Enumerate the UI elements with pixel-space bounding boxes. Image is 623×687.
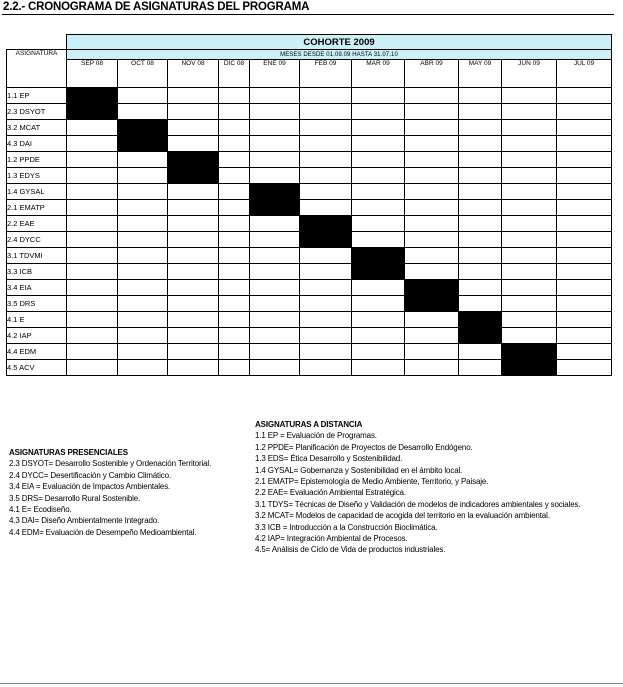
empty-cell bbox=[557, 136, 612, 152]
scheduled-block bbox=[250, 200, 300, 216]
distancia-item: 4.5= Análisis de Ciclo de Vida de productos industriales. bbox=[255, 545, 446, 555]
blank-corner bbox=[7, 35, 67, 50]
empty-cell bbox=[502, 152, 557, 168]
empty-cell bbox=[557, 360, 612, 376]
empty-cell bbox=[219, 120, 250, 136]
empty-cell bbox=[168, 328, 219, 344]
scheduled-block bbox=[118, 136, 168, 152]
empty-cell bbox=[118, 248, 168, 264]
empty-cell bbox=[300, 184, 352, 200]
scheduled-block bbox=[405, 280, 459, 296]
empty-cell bbox=[168, 248, 219, 264]
empty-cell bbox=[557, 120, 612, 136]
empty-cell bbox=[405, 328, 459, 344]
empty-cell bbox=[118, 104, 168, 120]
empty-cell bbox=[300, 328, 352, 344]
empty-cell bbox=[219, 280, 250, 296]
empty-cell bbox=[502, 248, 557, 264]
empty-cell bbox=[557, 232, 612, 248]
empty-cell bbox=[459, 104, 502, 120]
empty-cell bbox=[405, 344, 459, 360]
scheduled-block bbox=[352, 248, 405, 264]
schedule-row bbox=[7, 264, 612, 280]
empty-cell bbox=[168, 104, 219, 120]
empty-cell bbox=[67, 168, 118, 184]
empty-cell bbox=[168, 232, 219, 248]
empty-cell bbox=[118, 168, 168, 184]
distancia-item: 1.3 EDS= Ética Desarrollo y Sostenibilidad. bbox=[255, 454, 403, 464]
distancia-item: 2.2 EAE= Evaluación Ambiental Estratégica. bbox=[255, 488, 406, 498]
subject-code: 1.2 PPDE bbox=[7, 152, 67, 168]
empty-cell bbox=[557, 312, 612, 328]
subject-code: 3.2 MCAT bbox=[7, 120, 67, 136]
presenciales-item: 2.3 DSYOT= Desarrollo Sostenible y Ordenación Territorial. bbox=[9, 459, 212, 469]
scheduled-block bbox=[352, 264, 405, 280]
schedule-row bbox=[7, 296, 612, 312]
empty-cell bbox=[557, 280, 612, 296]
empty-cell bbox=[219, 264, 250, 280]
empty-cell bbox=[459, 120, 502, 136]
empty-cell bbox=[405, 264, 459, 280]
empty-cell bbox=[219, 136, 250, 152]
empty-cell bbox=[118, 184, 168, 200]
presenciales-item: 3.5 DRS= Desarrollo Rural Sostenible. bbox=[9, 493, 141, 503]
month-header: OCT 08 bbox=[118, 60, 168, 88]
empty-cell bbox=[219, 248, 250, 264]
empty-cell bbox=[168, 360, 219, 376]
schedule-row bbox=[7, 200, 612, 216]
months-range-header: MESES DESDE 01.09.09 HASTA 31.07.10 bbox=[67, 50, 612, 60]
subject-code: 3.3 ICB bbox=[7, 264, 67, 280]
subject-code: 2.2 EAE bbox=[7, 216, 67, 232]
empty-cell bbox=[168, 296, 219, 312]
empty-cell bbox=[502, 104, 557, 120]
distancia-legend bbox=[255, 419, 585, 556]
subject-code: 4.1 E bbox=[7, 312, 67, 328]
empty-cell bbox=[118, 216, 168, 232]
empty-cell bbox=[557, 184, 612, 200]
subject-code: 1.4 GYSAL bbox=[7, 184, 67, 200]
presenciales-legend bbox=[9, 447, 244, 538]
schedule-row bbox=[7, 152, 612, 168]
empty-cell bbox=[352, 344, 405, 360]
schedule-row bbox=[7, 120, 612, 136]
empty-cell bbox=[459, 360, 502, 376]
empty-cell bbox=[459, 296, 502, 312]
empty-cell bbox=[118, 264, 168, 280]
empty-cell bbox=[67, 296, 118, 312]
empty-cell bbox=[557, 248, 612, 264]
presenciales-item: 4.4 EDM= Evaluación de Desempeño Medioambiental. bbox=[9, 527, 197, 537]
presenciales-item: 4.3 DAI= Diseño Ambientalmente Integrado. bbox=[9, 516, 160, 526]
subject-code: 2.3 DSYOT bbox=[7, 104, 67, 120]
month-header: MAR 09 bbox=[352, 60, 405, 88]
empty-cell bbox=[352, 296, 405, 312]
empty-cell bbox=[405, 136, 459, 152]
month-header: ENE 09 bbox=[250, 60, 300, 88]
distancia-item: 1.2 PPDE= Planificación de Proyectos de Desarrollo Endógeno. bbox=[255, 442, 473, 452]
empty-cell bbox=[67, 216, 118, 232]
empty-cell bbox=[352, 184, 405, 200]
empty-cell bbox=[557, 104, 612, 120]
month-header: MAY 09 bbox=[459, 60, 502, 88]
subject-code: 2.4 DYCC bbox=[7, 232, 67, 248]
schedule-row bbox=[7, 104, 612, 120]
distancia-list bbox=[255, 430, 585, 555]
empty-cell bbox=[67, 152, 118, 168]
empty-cell bbox=[405, 152, 459, 168]
empty-cell bbox=[67, 360, 118, 376]
empty-cell bbox=[67, 232, 118, 248]
empty-cell bbox=[459, 136, 502, 152]
scheduled-block bbox=[459, 328, 502, 344]
empty-cell bbox=[168, 200, 219, 216]
empty-cell bbox=[459, 248, 502, 264]
empty-cell bbox=[557, 88, 612, 104]
empty-cell bbox=[405, 120, 459, 136]
empty-cell bbox=[67, 184, 118, 200]
empty-cell bbox=[352, 120, 405, 136]
empty-cell bbox=[300, 104, 352, 120]
subject-code: 1.3 EDYS bbox=[7, 168, 67, 184]
empty-cell bbox=[219, 168, 250, 184]
empty-cell bbox=[352, 136, 405, 152]
presenciales-item: 2.4 DYCC= Desertificación y Cambio Climático. bbox=[9, 470, 171, 480]
empty-cell bbox=[459, 88, 502, 104]
empty-cell bbox=[250, 296, 300, 312]
empty-cell bbox=[459, 264, 502, 280]
presenciales-item: 3.4 EIA = Evaluación de Impactos Ambientales. bbox=[9, 482, 171, 492]
empty-cell bbox=[557, 328, 612, 344]
distancia-item: 2.1 EMATP= Epistemología de Medio Ambiente, Territorio, y Paisaje. bbox=[255, 477, 489, 487]
empty-cell bbox=[300, 360, 352, 376]
empty-cell bbox=[219, 296, 250, 312]
distancia-item: 3.2 MCAT= Modelos de capacidad de acogida del territorio en la evaluación ambiental. bbox=[255, 511, 550, 521]
page-bottom-rule bbox=[0, 683, 623, 684]
empty-cell bbox=[557, 264, 612, 280]
schedule-body bbox=[7, 88, 612, 376]
empty-cell bbox=[219, 216, 250, 232]
scheduled-block bbox=[459, 312, 502, 328]
empty-cell bbox=[405, 200, 459, 216]
empty-cell bbox=[118, 200, 168, 216]
empty-cell bbox=[459, 152, 502, 168]
empty-cell bbox=[219, 152, 250, 168]
empty-cell bbox=[352, 232, 405, 248]
empty-cell bbox=[67, 120, 118, 136]
empty-cell bbox=[67, 136, 118, 152]
empty-cell bbox=[352, 200, 405, 216]
empty-cell bbox=[67, 280, 118, 296]
distancia-item: 3.1 TDYS= Técnicas de Diseño y Validación de modelos de indicadores ambientales y sociales. bbox=[255, 499, 581, 509]
empty-cell bbox=[168, 184, 219, 200]
empty-cell bbox=[168, 312, 219, 328]
empty-cell bbox=[459, 280, 502, 296]
presenciales-list bbox=[9, 458, 244, 538]
empty-cell bbox=[300, 120, 352, 136]
empty-cell bbox=[250, 360, 300, 376]
empty-cell bbox=[168, 216, 219, 232]
empty-cell bbox=[168, 136, 219, 152]
empty-cell bbox=[300, 264, 352, 280]
empty-cell bbox=[219, 344, 250, 360]
subject-code: 3.5 DRS bbox=[7, 296, 67, 312]
empty-cell bbox=[405, 232, 459, 248]
empty-cell bbox=[250, 152, 300, 168]
subject-code: 4.5 ACV bbox=[7, 360, 67, 376]
empty-cell bbox=[118, 312, 168, 328]
empty-cell bbox=[459, 232, 502, 248]
distancia-item: 1.1 EP = Evaluación de Programas. bbox=[255, 431, 377, 441]
subject-code: 2.1 EMATP bbox=[7, 200, 67, 216]
empty-cell bbox=[67, 248, 118, 264]
schedule-row bbox=[7, 232, 612, 248]
empty-cell bbox=[352, 88, 405, 104]
empty-cell bbox=[557, 168, 612, 184]
section-title: 2.2.- CRONOGRAMA DE ASIGNATURAS DEL PROGRAMA bbox=[3, 1, 310, 13]
subject-code: 4.4 EDM bbox=[7, 344, 67, 360]
empty-cell bbox=[118, 280, 168, 296]
empty-cell bbox=[459, 200, 502, 216]
empty-cell bbox=[67, 312, 118, 328]
empty-cell bbox=[352, 280, 405, 296]
empty-cell bbox=[168, 280, 219, 296]
schedule-row bbox=[7, 328, 612, 344]
subject-code: 4.2 IAP bbox=[7, 328, 67, 344]
empty-cell bbox=[250, 168, 300, 184]
empty-cell bbox=[502, 328, 557, 344]
empty-cell bbox=[118, 152, 168, 168]
empty-cell bbox=[118, 88, 168, 104]
scheduled-block bbox=[405, 296, 459, 312]
empty-cell bbox=[67, 328, 118, 344]
empty-cell bbox=[502, 200, 557, 216]
scheduled-block bbox=[67, 88, 118, 104]
scheduled-block bbox=[168, 168, 219, 184]
empty-cell bbox=[405, 360, 459, 376]
empty-cell bbox=[250, 312, 300, 328]
empty-cell bbox=[300, 296, 352, 312]
empty-cell bbox=[502, 296, 557, 312]
month-header: JUN 09 bbox=[502, 60, 557, 88]
empty-cell bbox=[118, 344, 168, 360]
empty-cell bbox=[459, 216, 502, 232]
schedule-row bbox=[7, 248, 612, 264]
empty-cell bbox=[300, 248, 352, 264]
empty-cell bbox=[250, 344, 300, 360]
empty-cell bbox=[118, 328, 168, 344]
empty-cell bbox=[67, 344, 118, 360]
empty-cell bbox=[300, 168, 352, 184]
schedule-row bbox=[7, 184, 612, 200]
empty-cell bbox=[502, 168, 557, 184]
empty-cell bbox=[219, 312, 250, 328]
empty-cell bbox=[219, 232, 250, 248]
scheduled-block bbox=[502, 344, 557, 360]
empty-cell bbox=[168, 88, 219, 104]
title-underline bbox=[2, 14, 614, 15]
empty-cell bbox=[250, 280, 300, 296]
schedule-row bbox=[7, 168, 612, 184]
empty-cell bbox=[459, 168, 502, 184]
empty-cell bbox=[405, 88, 459, 104]
empty-cell bbox=[250, 216, 300, 232]
empty-cell bbox=[67, 200, 118, 216]
scheduled-block bbox=[168, 152, 219, 168]
presenciales-title: ASIGNATURAS PRESENCIALES bbox=[9, 448, 128, 457]
empty-cell bbox=[219, 184, 250, 200]
empty-cell bbox=[219, 104, 250, 120]
distancia-item: 4.2 IAP= Integración Ambiental de Procesos. bbox=[255, 534, 408, 544]
empty-cell bbox=[219, 88, 250, 104]
empty-cell bbox=[250, 232, 300, 248]
month-header: ABR 09 bbox=[405, 60, 459, 88]
empty-cell bbox=[67, 264, 118, 280]
empty-cell bbox=[502, 216, 557, 232]
schedule-row bbox=[7, 216, 612, 232]
empty-cell bbox=[502, 232, 557, 248]
scheduled-block bbox=[502, 360, 557, 376]
empty-cell bbox=[352, 328, 405, 344]
empty-cell bbox=[352, 312, 405, 328]
empty-cell bbox=[250, 248, 300, 264]
empty-cell bbox=[502, 120, 557, 136]
empty-cell bbox=[405, 184, 459, 200]
empty-cell bbox=[118, 232, 168, 248]
schedule-row bbox=[7, 360, 612, 376]
scheduled-block bbox=[250, 184, 300, 200]
subject-code: 4.3 DAI bbox=[7, 136, 67, 152]
scheduled-block bbox=[67, 104, 118, 120]
empty-cell bbox=[405, 168, 459, 184]
schedule-row bbox=[7, 136, 612, 152]
empty-cell bbox=[352, 168, 405, 184]
month-header: NOV 08 bbox=[168, 60, 219, 88]
empty-cell bbox=[557, 296, 612, 312]
empty-cell bbox=[352, 152, 405, 168]
empty-cell bbox=[219, 328, 250, 344]
empty-cell bbox=[168, 120, 219, 136]
distancia-item: 3.3 ICB = Introducción a la Construcción Bioclimática. bbox=[255, 522, 438, 532]
distancia-title: ASIGNATURAS A DISTANCIA bbox=[255, 420, 363, 429]
empty-cell bbox=[300, 200, 352, 216]
month-header: SEP 08 bbox=[67, 60, 118, 88]
month-header-row bbox=[7, 60, 612, 88]
empty-cell bbox=[557, 200, 612, 216]
empty-cell bbox=[300, 88, 352, 104]
schedule-table bbox=[6, 34, 612, 376]
presenciales-item: 4.1 E= Ecodiseño. bbox=[9, 505, 72, 515]
scheduled-block bbox=[300, 232, 352, 248]
scheduled-block bbox=[118, 120, 168, 136]
empty-cell bbox=[502, 312, 557, 328]
empty-cell bbox=[557, 152, 612, 168]
empty-cell bbox=[405, 216, 459, 232]
subject-code: 1.1 EP bbox=[7, 88, 67, 104]
subject-code: 3.1 TDVMI bbox=[7, 248, 67, 264]
empty-cell bbox=[557, 216, 612, 232]
empty-cell bbox=[250, 136, 300, 152]
scheduled-block bbox=[300, 216, 352, 232]
empty-cell bbox=[300, 312, 352, 328]
empty-cell bbox=[459, 344, 502, 360]
empty-cell bbox=[502, 88, 557, 104]
cohort-header: COHORTE 2009 bbox=[67, 35, 612, 50]
empty-cell bbox=[118, 360, 168, 376]
asignatura-header: ASIGNATURA bbox=[7, 50, 67, 88]
empty-cell bbox=[502, 280, 557, 296]
empty-cell bbox=[250, 104, 300, 120]
empty-cell bbox=[300, 136, 352, 152]
empty-cell bbox=[250, 120, 300, 136]
empty-cell bbox=[352, 216, 405, 232]
empty-cell bbox=[405, 312, 459, 328]
empty-cell bbox=[459, 184, 502, 200]
empty-cell bbox=[168, 344, 219, 360]
schedule-row bbox=[7, 344, 612, 360]
month-header: JUL 09 bbox=[557, 60, 612, 88]
month-header: FEB 09 bbox=[300, 60, 352, 88]
empty-cell bbox=[502, 264, 557, 280]
empty-cell bbox=[300, 280, 352, 296]
empty-cell bbox=[118, 296, 168, 312]
empty-cell bbox=[557, 344, 612, 360]
empty-cell bbox=[352, 360, 405, 376]
schedule-row bbox=[7, 280, 612, 296]
empty-cell bbox=[352, 104, 405, 120]
month-header: DIC 08 bbox=[219, 60, 250, 88]
empty-cell bbox=[250, 88, 300, 104]
empty-cell bbox=[219, 200, 250, 216]
empty-cell bbox=[502, 184, 557, 200]
empty-cell bbox=[219, 360, 250, 376]
empty-cell bbox=[250, 264, 300, 280]
schedule-row bbox=[7, 312, 612, 328]
empty-cell bbox=[168, 264, 219, 280]
empty-cell bbox=[502, 136, 557, 152]
empty-cell bbox=[300, 344, 352, 360]
empty-cell bbox=[300, 152, 352, 168]
empty-cell bbox=[405, 104, 459, 120]
distancia-item: 1.4 GYSAL= Gobernanza y Sostenibilidad en el ámbito local. bbox=[255, 465, 463, 475]
empty-cell bbox=[250, 328, 300, 344]
empty-cell bbox=[405, 248, 459, 264]
subject-code: 3.4 EIA bbox=[7, 280, 67, 296]
schedule-row bbox=[7, 88, 612, 104]
